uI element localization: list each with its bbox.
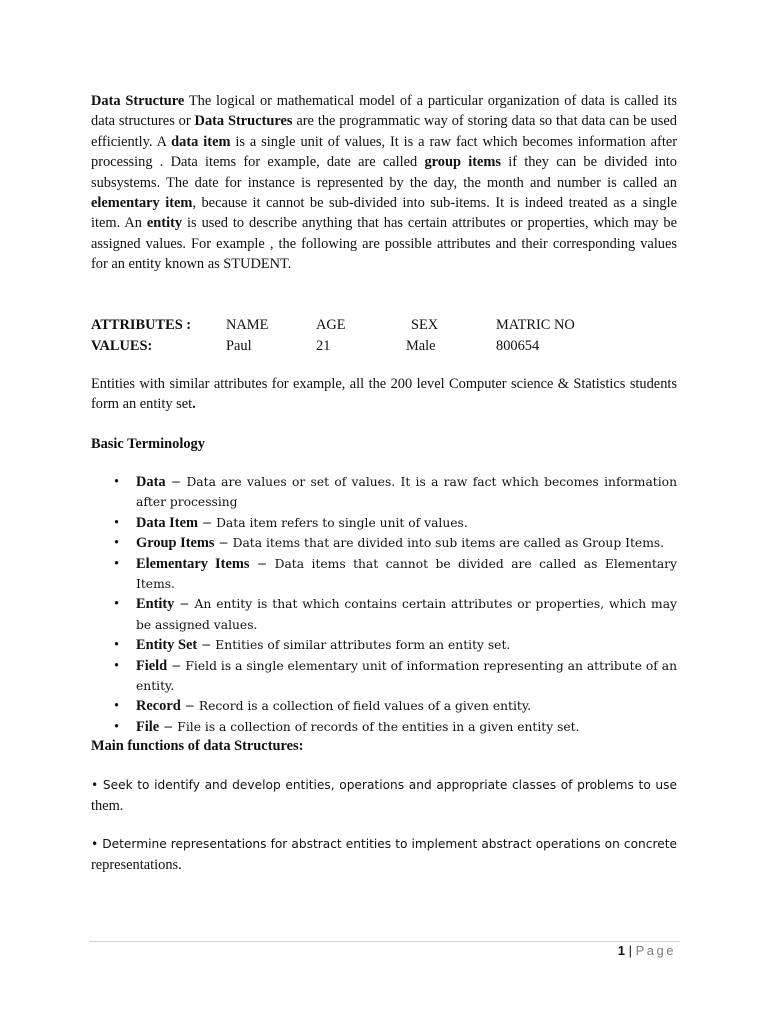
main-function-2-text: • Determine representations for abstract entities to implement abstract operations on concrete [91, 837, 677, 851]
term-entity: entity [146, 215, 183, 232]
list-item-term: Data Item [136, 514, 198, 531]
basic-terminology-heading: Basic Terminology [91, 436, 205, 452]
footer-divider [89, 941, 680, 942]
term-data-item: data item [171, 133, 231, 150]
intro-text-6: is used to describe anything that has certain attributes or properties, which may be assigned values. For example , the following are possible attributes and their corresponding values for an entity known as STUDENT. [91, 215, 678, 273]
list-item-term: Entity [136, 596, 175, 613]
page-number: 1 [617, 943, 626, 958]
terminology-list [91, 472, 677, 737]
bullet-icon: • [114, 555, 120, 572]
entity-set-paragraph [91, 374, 677, 415]
list-item-definition: − Data items that are divided into sub items are called as Group Items. [214, 536, 665, 551]
list-item [91, 554, 677, 595]
intro-text-1: The logical or mathematical model of a particular organization of data is called its data structures or [91, 93, 677, 130]
value-name: Paul [226, 338, 252, 354]
bullet-icon: • [114, 718, 120, 735]
intro-text-5: , because it cannot be sub-divided into sub-items. It is indeed treated as a single item. An [91, 195, 677, 232]
list-item-definition: − Entities of similar attributes form an entity set. [197, 638, 511, 653]
attribute-name: NAME [226, 317, 269, 333]
list-item [91, 533, 677, 553]
entity-set-text: Entities with similar attributes for example, all the 200 level Computer science & Statistics students form an entity set [91, 376, 677, 413]
list-item-term: Entity Set [136, 637, 198, 654]
list-item-term: Field [136, 657, 168, 674]
intro-text-4: if they can be divided into subsystems. The date for instance is represented by the day, the month and number is called an [91, 154, 677, 191]
value-matric-no: 800654 [496, 338, 540, 354]
list-item-term: Elementary Items [136, 555, 250, 572]
list-item [91, 717, 677, 737]
list-item [91, 472, 677, 513]
list-item-definition: − Data are values or set of values. It is a raw fact which becomes information after processing [136, 475, 677, 510]
bullet-icon: • [114, 637, 120, 654]
entity-set-period: . [192, 396, 196, 413]
term-group-items: group items [424, 154, 501, 171]
list-item-term: Group Items [136, 535, 215, 552]
list-item [91, 656, 677, 697]
page-word: Page [635, 943, 676, 958]
list-item-definition: − Data items that cannot be divided are called as Elementary Items. [136, 556, 678, 592]
main-function-2-tail: representations. [91, 856, 182, 873]
list-item-definition: − An entity is that which contains certain attributes or properties, which may be assigned values. [136, 597, 677, 632]
term-data-structures: Data Structures [194, 113, 293, 130]
list-item [91, 635, 677, 655]
main-function-1 [91, 775, 677, 816]
bullet-icon: • [114, 514, 120, 531]
main-function-2 [91, 834, 677, 875]
term-elementary-item: elementary item [91, 195, 193, 212]
main-functions-heading: Main functions of data Structures: [91, 738, 304, 754]
list-item [91, 594, 677, 635]
list-item-term: Record [136, 698, 181, 715]
intro-text-3: is a single unit of values, It is a raw fact which becomes information after processing . Data items for example, date are called [91, 133, 678, 171]
intro-text-2: are the programmatic way of storing data so that data can be used efficiently. A [91, 113, 677, 150]
bullet-icon: • [114, 535, 120, 552]
value-age: 21 [316, 338, 331, 354]
list-item-definition: − Record is a collection of field values of a given entity. [180, 699, 532, 714]
list-item-definition: − Field is a single elementary unit of information representing an attribute of an entity. [136, 658, 677, 694]
attribute-matric-no: MATRIC NO [496, 317, 575, 333]
list-item-definition: − File is a collection of records of the entities in a given entity set. [159, 719, 580, 734]
list-item [91, 513, 677, 533]
list-item-definition: − Data item refers to single unit of values. [197, 515, 468, 530]
bullet-icon: • [114, 698, 120, 715]
main-function-1-text: • Seek to identify and develop entities, operations and appropriate classes of problems to use [91, 778, 677, 792]
list-item [91, 696, 677, 716]
bullet-icon: • [114, 657, 120, 674]
list-item-term: File [136, 718, 160, 735]
attribute-age: AGE [316, 317, 346, 333]
attributes-label: ATTRIBUTES : [91, 317, 192, 333]
list-item-term: Data [136, 474, 166, 490]
main-function-1-tail: them. [91, 797, 124, 814]
page-separator: | [625, 943, 636, 958]
values-label: VALUES: [91, 338, 153, 354]
page-footer [618, 942, 676, 960]
intro-paragraph [91, 91, 677, 275]
attribute-sex: SEX [411, 317, 439, 333]
bullet-icon: • [114, 596, 120, 613]
bullet-icon: • [114, 474, 120, 490]
term-data-structure: Data Structure [91, 93, 185, 109]
value-sex: Male [406, 338, 436, 354]
